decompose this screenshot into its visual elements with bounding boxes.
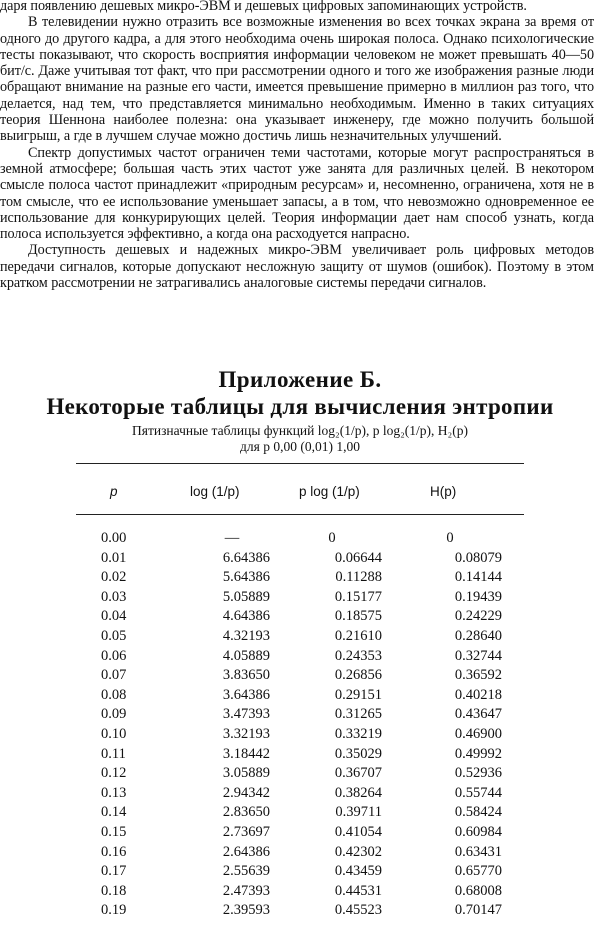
cell-p: 0.04 [101, 608, 127, 625]
cell-p: 0.11 [101, 745, 126, 762]
cell-log: — [224, 530, 240, 546]
cell-log: 5.64386 [222, 569, 270, 586]
cell-entropy: 0.24229 [454, 608, 502, 625]
cell-plog: 0.29151 [334, 686, 382, 703]
cell-entropy: 0.36592 [454, 667, 502, 684]
cell-plog: 0.31265 [334, 706, 382, 723]
cell-log: 3.64386 [222, 686, 270, 703]
cell-entropy: 0.65770 [454, 863, 502, 880]
cell-plog: 0.26856 [334, 667, 382, 684]
paragraph: Спектр допустимых частот ограничен теми частотами, которые могут распространяться в земной атмосфере; большая часть этих частот уже занята для различных целей. В некотором смысле полоса частот принадлежит «природным ресурсам» и, несомненно, ограничена, хотя не в том смысле, что ее использование уменьшает запасы, а в том, что невозможно одновременное ее использование для конкурирующих целей. Теория информации дает нам способ узнать, когда полоса используется эффективно, а когда она расходуется напрасно. [0, 144, 594, 243]
cell-entropy: 0.58424 [454, 804, 502, 821]
cell-log: 2.64386 [222, 843, 270, 860]
cell-plog: 0.06644 [334, 549, 382, 566]
paragraph: даря появлению дешевых микро-ЭВМ и дешевых цифровых запоминающих устройств. [0, 0, 527, 14]
table-row [0, 804, 600, 824]
cell-p: 0.05 [101, 627, 127, 644]
cell-plog: 0 [328, 530, 336, 546]
cell-entropy: 0.52936 [454, 765, 502, 782]
table-caption: Пятизначные таблицы функций log₂(1/p), p log₂(1/p), H₂(p) [132, 423, 468, 438]
cell-log: 2.83650 [222, 804, 270, 821]
cell-entropy: 0.68008 [454, 882, 502, 899]
cell-plog: 0.11288 [335, 569, 382, 586]
cell-entropy: 0.55744 [454, 784, 502, 801]
cell-p: 0.12 [101, 765, 127, 782]
cell-entropy: 0.46900 [454, 725, 502, 742]
cell-log: 3.18442 [222, 745, 270, 762]
cell-p: 0.01 [101, 549, 127, 566]
cell-p: 0.09 [101, 706, 127, 723]
header-entropy: H(p) [430, 484, 457, 499]
cell-log: 2.73697 [222, 823, 270, 840]
table-row [0, 844, 600, 864]
cell-entropy: 0 [446, 530, 454, 546]
cell-plog: 0.45523 [334, 902, 382, 919]
cell-entropy: 0.63431 [454, 843, 502, 860]
table-row [0, 824, 600, 844]
cell-p: 0.07 [101, 667, 127, 684]
table-row [0, 667, 600, 687]
table-row [0, 726, 600, 746]
cell-log: 3.05889 [222, 765, 270, 782]
cell-plog: 0.39711 [335, 804, 382, 821]
cell-p: 0.10 [101, 725, 127, 742]
table-row [0, 550, 600, 570]
table-header-rule [76, 514, 524, 515]
cell-plog: 0.33219 [334, 725, 382, 742]
cell-log: 2.47393 [222, 882, 270, 899]
table-row [0, 648, 600, 668]
cell-plog: 0.44531 [334, 882, 382, 899]
cell-p: 0.08 [101, 686, 127, 703]
paragraph: Доступность дешевых и надежных микро-ЭВМ увеличивает роль цифровых методов передачи сигналов, которые допускают несложную защиту от шумов (ошибок). Поэтому в этом кратком рассмотрении не затрагивались аналоговые системы передачи сигналов. [0, 242, 594, 292]
table-row [0, 589, 600, 609]
cell-plog: 0.38264 [334, 784, 382, 801]
cell-p: 0.19 [101, 902, 127, 919]
cell-log: 3.32193 [222, 725, 270, 742]
cell-log: 3.83650 [222, 667, 270, 684]
table-row [0, 746, 600, 766]
cell-log: 4.32193 [222, 627, 270, 644]
cell-p: 0.14 [101, 804, 127, 821]
cell-entropy: 0.14144 [454, 569, 502, 586]
cell-log: 2.55639 [222, 863, 270, 880]
cell-log: 4.05889 [222, 647, 270, 664]
table-row [0, 863, 600, 883]
cell-p: 0.15 [101, 823, 127, 840]
cell-plog: 0.36707 [334, 765, 382, 782]
table-body [0, 530, 600, 922]
table-row [0, 765, 600, 785]
cell-p: 0.18 [101, 882, 127, 899]
table-row [0, 687, 600, 707]
cell-plog: 0.43459 [334, 863, 382, 880]
cell-log: 2.39593 [222, 902, 270, 919]
paragraph: В телевидении нужно отразить все возможные изменения во всех точках экрана за время от одного до другого кадра, а для этого необходима очень широкая полоса. Однако психологические тесты показывают, что скорость восприятия информации человеком не может превышать 40—50 бит/с. Даже учитывая тот факт, что при рассмотрении одного и того же изображения разные люди обращают внимание на разные его части, имеется превышение примерно в миллион раз того, что делается, над тем, что представляется минимально необходимым. Именно в таких ситуациях теория Шеннона наиболее полезна: она указывает инженеру, где можно получить большой выигрыш, а где в лучшем случае можно достичь лишь незначительных улучшений. [0, 14, 594, 145]
cell-entropy: 0.40218 [454, 686, 502, 703]
cell-log: 3.47393 [222, 706, 270, 723]
cell-entropy: 0.28640 [454, 627, 502, 644]
table-row [0, 883, 600, 903]
cell-plog: 0.42302 [334, 843, 382, 860]
table-caption-range: для p 0,00 (0,01) 1,00 [240, 439, 360, 454]
table-row [0, 785, 600, 805]
cell-entropy: 0.08079 [454, 549, 502, 566]
cell-entropy: 0.49992 [454, 745, 502, 762]
cell-entropy: 0.19439 [454, 588, 502, 605]
header-log: log (1/p) [190, 484, 240, 499]
cell-p: 0.03 [101, 588, 127, 605]
cell-p: 0.16 [101, 843, 127, 860]
appendix-title: Приложение Б. [218, 367, 382, 392]
cell-log: 5.05889 [222, 588, 270, 605]
table-row [0, 608, 600, 628]
table-row [0, 530, 600, 550]
cell-entropy: 0.70147 [454, 902, 502, 919]
table-row [0, 569, 600, 589]
header-p: p [110, 484, 118, 499]
table-row [0, 706, 600, 726]
cell-plog: 0.18575 [334, 608, 382, 625]
cell-plog: 0.41054 [334, 823, 382, 840]
table-top-rule [76, 463, 524, 464]
cell-entropy: 0.43647 [454, 706, 502, 723]
cell-p: 0.17 [101, 863, 127, 880]
cell-plog: 0.21610 [334, 627, 382, 644]
cell-log: 6.64386 [222, 549, 270, 566]
cell-log: 2.94342 [222, 784, 270, 801]
body-text [0, 0, 594, 291]
table-row [0, 628, 600, 648]
header-plog: p log (1/p) [299, 484, 360, 499]
cell-log: 4.64386 [222, 608, 270, 625]
table-row [0, 902, 600, 922]
cell-entropy: 0.60984 [454, 823, 502, 840]
cell-plog: 0.15177 [334, 588, 382, 605]
cell-plog: 0.24353 [334, 647, 382, 664]
cell-entropy: 0.32744 [454, 647, 502, 664]
cell-plog: 0.35029 [334, 745, 382, 762]
cell-p: 0.13 [101, 784, 127, 801]
cell-p: 0.00 [101, 530, 127, 546]
cell-p: 0.02 [101, 569, 127, 586]
cell-p: 0.06 [101, 647, 127, 664]
appendix-subtitle: Некоторые таблицы для вычисления энтропии [46, 394, 554, 419]
